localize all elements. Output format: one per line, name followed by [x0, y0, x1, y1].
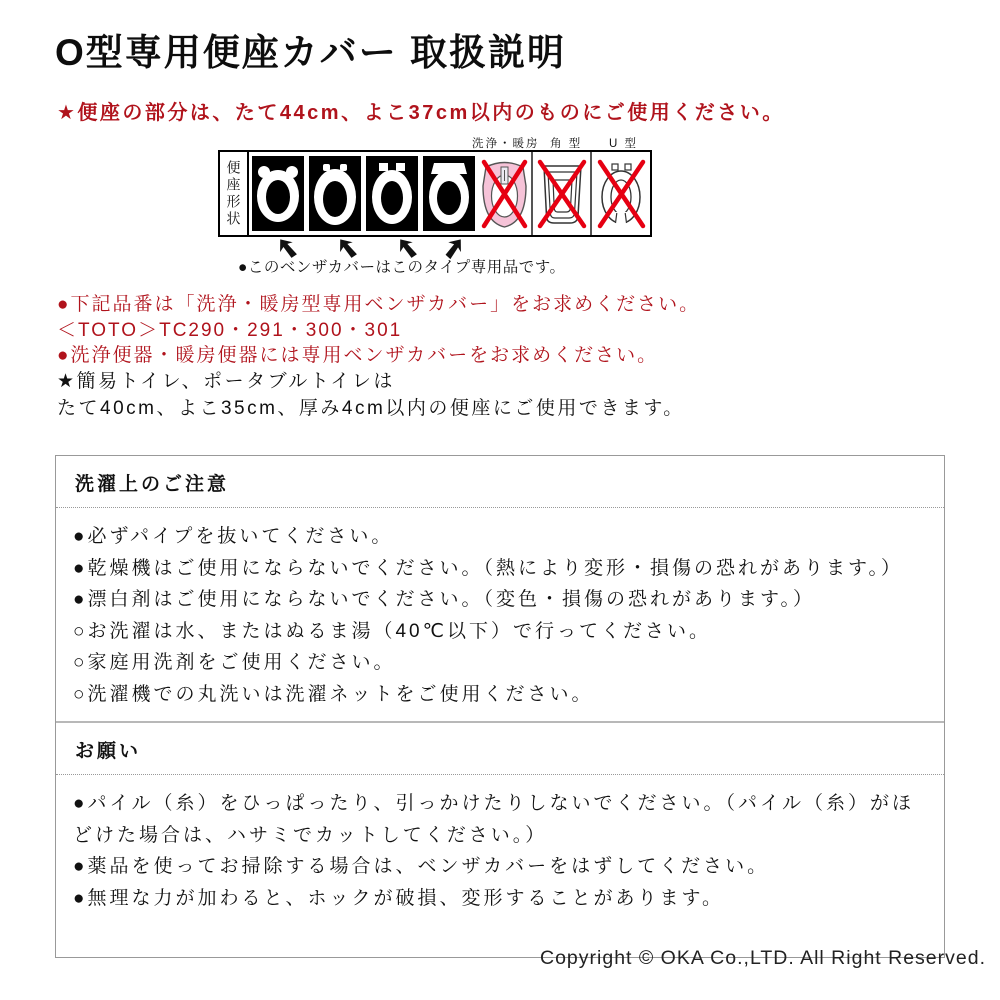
washing-item: ●漂白剤はご使用にならないでください。（変色・損傷の恐れがあります。）: [73, 589, 815, 610]
portable-note-line: ★簡易トイレ、ポータブルトイレは: [57, 371, 395, 392]
purchase-note-line: ●下記品番は「洗浄・暖房型専用ベンザカバー」をお求めください。: [57, 294, 701, 315]
toto-model-numbers: ＜TOTO＞TC290・291・300・301: [57, 319, 403, 341]
seat-shape-diagram: [218, 135, 658, 265]
care-instructions-box: [55, 455, 945, 958]
compatible-shapes: [249, 152, 478, 235]
o-seat-icon-4: [423, 156, 475, 231]
o-seat-icon-2: [309, 156, 361, 231]
copyright-text: Copyright © OKA Co.,LTD. All Right Reserved.: [540, 947, 986, 969]
portable-note-line: たて40cm、よこ35cm、厚み4cm以内の便座にご使用できます。: [57, 397, 685, 419]
request-item: ●無理な力が加わると、ホックが破損、変形することがあります。: [73, 887, 724, 909]
shape-row-label: 便座形状: [220, 152, 249, 235]
label-washlet-type: 洗浄・暖房: [472, 138, 540, 150]
washing-item: ●必ずパイプを抜いてください。: [73, 526, 394, 547]
diagram-caption: ●このベンザカバーはこのタイプ専用品です。: [238, 259, 566, 276]
washing-list: [56, 508, 944, 721]
washing-item: ●乾燥機はご使用にならないでください。（熱により変形・損傷の恐れがあります。）: [73, 557, 903, 579]
request-item: ●薬品を使ってお掃除する場合は、ベンザカバーをはずしてください。: [73, 856, 770, 877]
shape-table: [218, 150, 652, 237]
washing-heading: 洗濯上のご注意: [56, 456, 944, 508]
portable-toilet-note: [57, 369, 685, 422]
washlet-seat-ng-icon: [478, 152, 531, 235]
washing-item: ○洗濯機での丸洗いは洗濯ネットをご使用ください。: [73, 683, 594, 705]
label-u-type: U 型: [609, 138, 638, 150]
o-seat-icon-3: [366, 156, 418, 231]
size-warning: ★便座の部分は、たて44cm、よこ37cm以内のものにご使用ください。: [57, 102, 785, 124]
u-seat-ng-icon: [592, 152, 650, 235]
purchase-note-line: ●洗浄便器・暖房便器には専用ベンザカバーをお求めください。: [57, 345, 659, 366]
o-seat-icon-1: [252, 156, 304, 231]
page-title: O型専用便座カバー 取扱説明: [55, 32, 567, 73]
washing-item: ○家庭用洗剤をご使用ください。: [73, 652, 396, 673]
washing-item: ○お洗濯は水、またはぬるま湯（40℃以下）で行ってください。: [73, 620, 711, 642]
request-heading: お願い: [56, 723, 944, 775]
purchase-notes: [57, 292, 700, 369]
request-list: [56, 775, 944, 925]
square-seat-ng-icon: [533, 152, 590, 235]
request-item: ●パイル（糸）をひっぱったり、引っかけたりしないでください。（パイル（糸）がほどけた場合は、ハサミでカットしてください。）: [73, 793, 914, 846]
label-square-type: 角 型: [550, 138, 583, 150]
